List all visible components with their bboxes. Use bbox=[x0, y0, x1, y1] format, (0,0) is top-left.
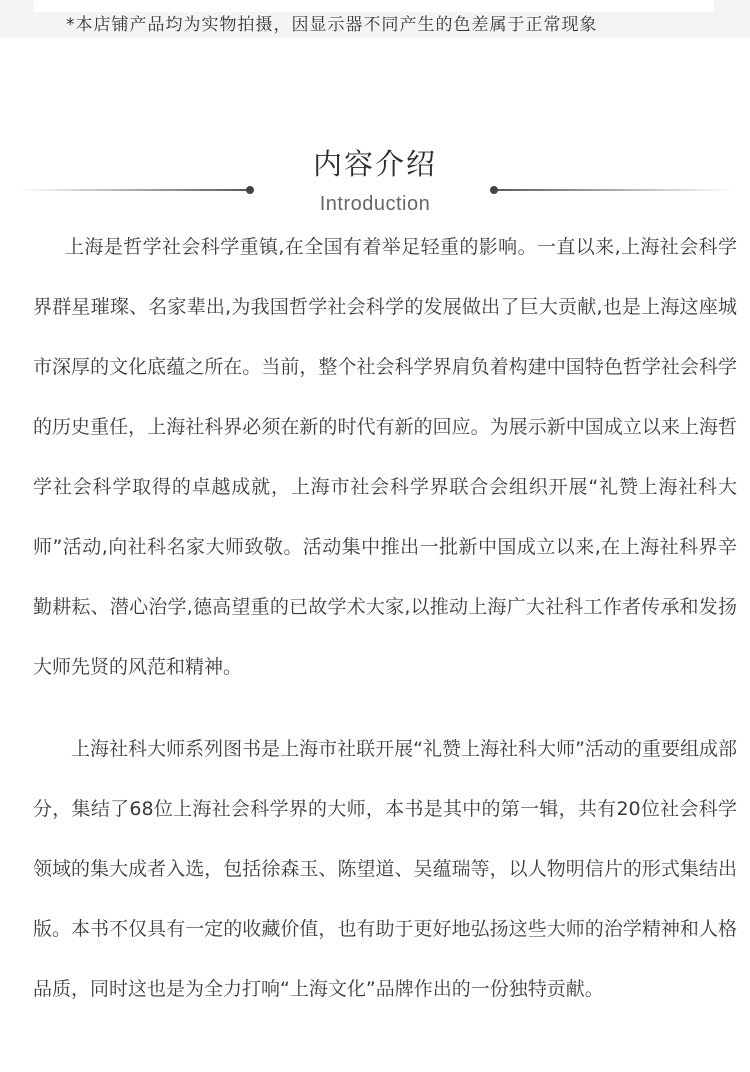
left-divider-line bbox=[18, 189, 248, 191]
notice-banner bbox=[0, 0, 750, 38]
section-subtitle: Introduction bbox=[319, 193, 431, 215]
product-photo-notice: *本店铺产品均为实物拍摄，因显示器不同产生的色差属于正常现象 bbox=[66, 15, 598, 35]
section-title: 内容介绍 bbox=[312, 147, 437, 181]
right-divider-line bbox=[495, 189, 735, 191]
intro-paragraph-1: 上海是哲学社会科学重镇,在全国有着举足轻重的影响。一直以来,上海社会科学界群星璀璨、名家辈出,为我国哲学社会科学的发展做出了巨大贡献,也是上海这座城市深厚的文化底蕴之所在。当前，整个社会科学界肩负着构建中国特色哲学社会科学的历史重任，上海社科界必须在新的时代有新的回应。为展示新中国成立以来上海哲学社会科学取得的卓越成就，上海市社会科学界联合会组织开展“礼赞上海社科大师”活动,向社科名家大师致敬。活动集中推出一批新中国成立以来,在上海社科界辛勤耕耘、潜心治学,德高望重的已故学术大家,以推动上海广大社科工作者传承和发扬大师先贤的风范和精神。 bbox=[33, 236, 737, 678]
intro-paragraph-2: 上海社科大师系列图书是上海市社联开展“礼赞上海社科大师”活动的重要组成部分，集结了68位上海社会科学界的大师，本书是其中的第一辑，共有20位社会科学领域的集大成者入选，包括徐森玉、陈望道、吴蕴瑞等，以人物明信片的形式集结出版。本书不仅具有一定的收藏价值，也有助于更好地弘扬这些大师的治学精神和人格品质，同时这也是为全力打响“上海文化”品牌作出的一份独特贡献。 bbox=[33, 738, 737, 1000]
